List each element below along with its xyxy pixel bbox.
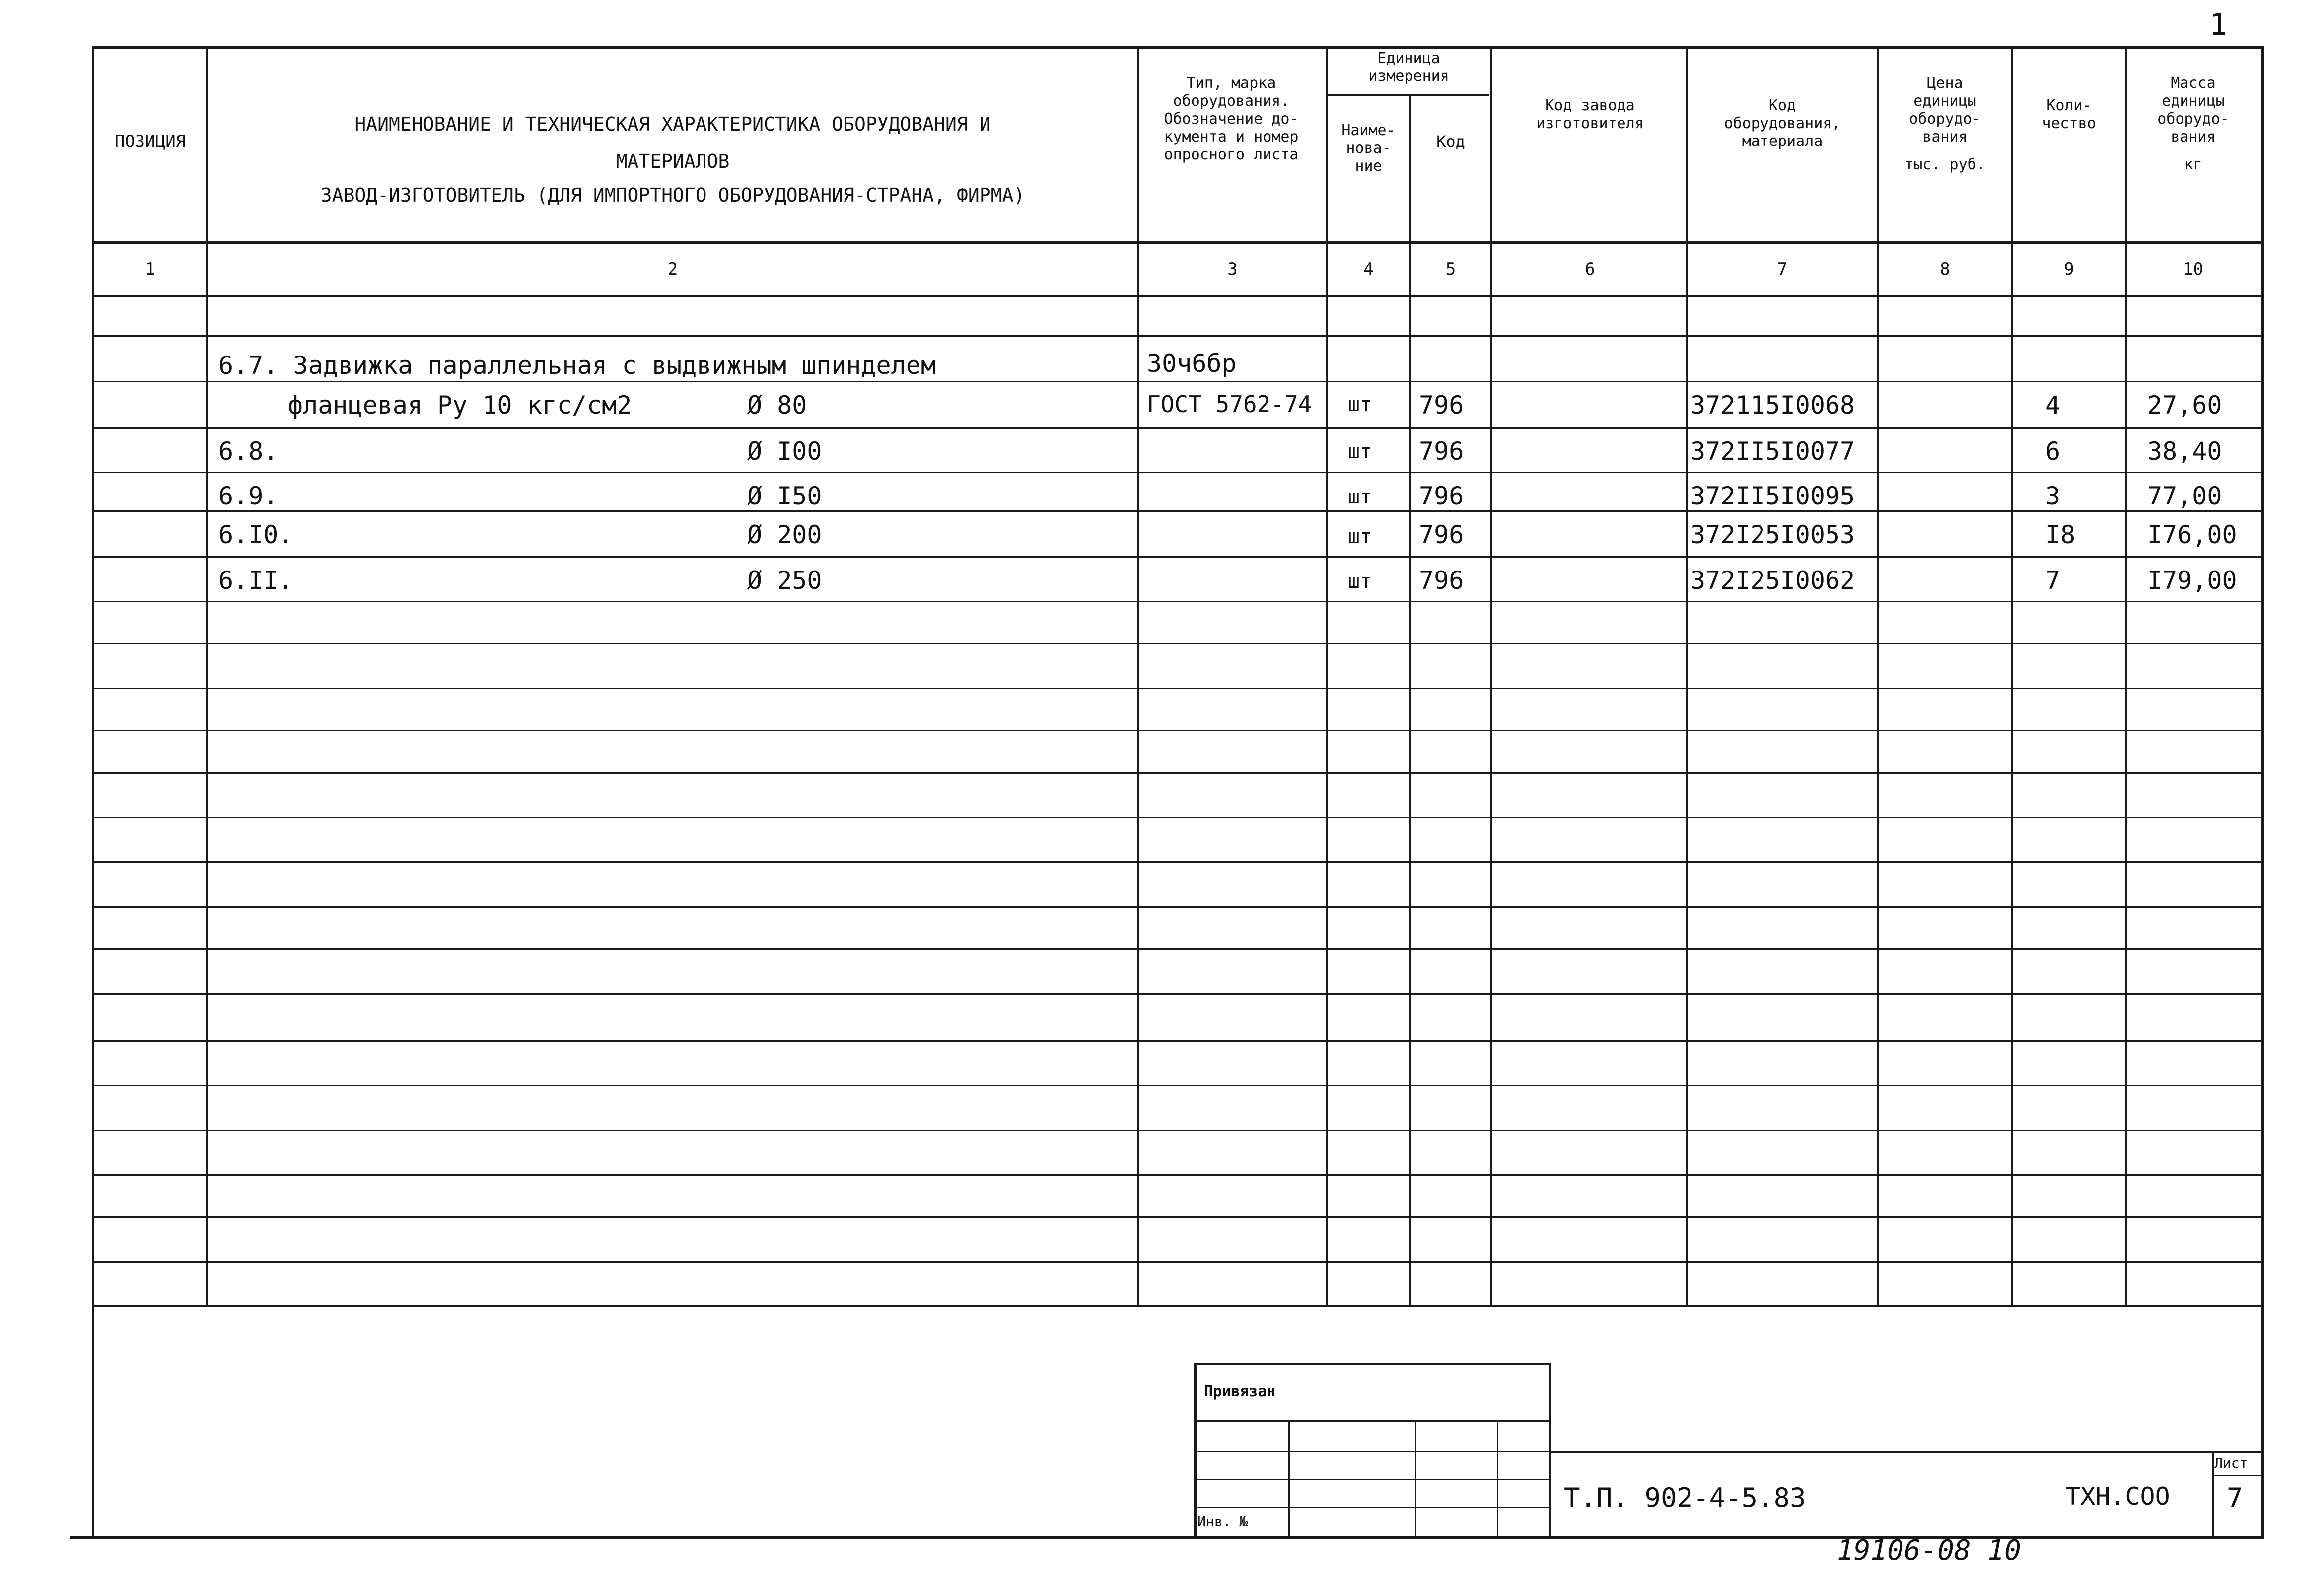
row-name: 6.8.: [218, 437, 279, 466]
header-mass-line: кг: [2184, 156, 2202, 173]
row-equipment-code: 372II5I0077: [1690, 437, 1855, 466]
header-type-line: Тип, марка: [1186, 74, 1276, 92]
header-equipment-code: [1688, 97, 1877, 150]
header-unit-group-line: измерения: [1368, 68, 1449, 85]
header-unit-name: [1328, 122, 1409, 175]
tb-stamp-div: [1288, 1420, 1290, 1537]
header-unit-code: Код: [1436, 132, 1465, 151]
row-quantity: 4: [2045, 391, 2061, 420]
row-name: 6.I0.: [218, 520, 293, 549]
row-quantity: 3: [2045, 482, 2061, 510]
row-name: фланцевая Ру 10 кгс/см2: [288, 391, 632, 420]
header-mass-line: оборудо-: [2157, 110, 2229, 128]
table-row-line: [92, 1040, 2264, 1042]
header-equipment-code-line: материала: [1742, 133, 1823, 150]
header-name-line1: НАИМЕНОВАНИЕ И ТЕХНИЧЕСКАЯ ХАРАКТЕРИСТИКА ОБОРУДОВАНИЯ И: [354, 113, 991, 135]
table-row-line: [92, 427, 2264, 429]
row-mass: I79,00: [2147, 566, 2237, 595]
table-row-line: [92, 948, 2264, 950]
row-quantity: 7: [2045, 566, 2061, 595]
row-quantity: I8: [2045, 520, 2076, 549]
header-mass-line: Масса: [2171, 74, 2216, 92]
tb-sheet-number: 7: [2227, 1482, 2243, 1513]
row-name: 6.7. Задвижка параллельная с выдвижным шпинделем: [218, 351, 936, 380]
column-number: 2: [667, 259, 678, 279]
tb-stamp-top: [1194, 1363, 1551, 1365]
header-type-line: оборудования.: [1173, 92, 1290, 110]
row-type: 30ч6бр: [1147, 349, 1237, 378]
row-mass: 27,60: [2147, 391, 2222, 420]
row-dn: Ø 200: [747, 520, 822, 549]
table-column-line: [1686, 46, 1688, 1306]
header-factory-code-line: Код завода: [1545, 97, 1635, 114]
row-dn: Ø 80: [747, 391, 807, 420]
header-position: ПОЗИЦИЯ: [114, 132, 186, 151]
header-price-line: вания: [1922, 128, 1968, 145]
header-factory-code-line: изготовителя: [1536, 115, 1644, 132]
table-row-line: [92, 556, 2264, 558]
frame-top-line: [92, 46, 2264, 49]
row-code: 796: [1419, 391, 1464, 420]
row-mass: I76,00: [2147, 520, 2237, 549]
row-unit: шт: [1348, 525, 1372, 548]
header-unit-name-line: нова-: [1346, 140, 1391, 157]
row-quantity: 6: [2045, 437, 2061, 466]
header-equipment-code-line: Код: [1768, 97, 1796, 114]
header-unit-group: [1328, 50, 1489, 85]
header-price-line: тыс. руб.: [1904, 156, 1985, 173]
table-column-line: [2011, 46, 2013, 1306]
row-dn: Ø I00: [747, 437, 822, 466]
table-bottom-line: [92, 1305, 2264, 1307]
row-type: ГОСТ 5762-74: [1147, 391, 1312, 418]
header-unit-group-line: Единица: [1377, 50, 1440, 67]
column-number: 9: [2064, 259, 2074, 279]
table-row-line: [92, 688, 2264, 689]
header-unit-name-line: Наиме-: [1341, 122, 1396, 139]
tb-stamp-div: [1497, 1420, 1498, 1537]
table-row-line: [92, 906, 2264, 908]
column-number: 3: [1227, 259, 1238, 279]
row-name: 6.II.: [218, 566, 293, 595]
row-dn: Ø I50: [747, 482, 822, 510]
tb-stamp-div: [1415, 1420, 1416, 1537]
tb-stamp-right: [1549, 1363, 1551, 1537]
header-type-line: опросного листа: [1164, 146, 1299, 163]
header-equipment-code-line: оборудования,: [1724, 115, 1841, 132]
row-equipment-code: 372I25I0062: [1690, 566, 1855, 595]
table-column-line: [206, 46, 208, 1306]
tb-stamp-left: [1194, 1363, 1197, 1537]
header-price-line: Цена: [1927, 74, 1963, 92]
header-unit-name-line: ние: [1355, 157, 1382, 175]
frame-right-line: [2261, 46, 2264, 1537]
row-mass: 77,00: [2147, 482, 2222, 510]
table-row-line: [92, 510, 2264, 512]
row-equipment-code: 372115I0068: [1690, 391, 1855, 420]
table-row-line: [92, 472, 2264, 473]
header-bottom-line: [92, 241, 2264, 244]
header-mass-line: единицы: [2162, 92, 2225, 110]
table-row-line: [92, 1130, 2264, 1131]
row-code: 796: [1419, 437, 1464, 466]
header-name-line2: МАТЕРИАЛОВ: [616, 150, 730, 172]
table-row-line: [92, 730, 2264, 731]
header-type-line: кумента и номер: [1164, 128, 1299, 145]
row-code: 796: [1419, 520, 1464, 549]
column-number: 5: [1445, 259, 1456, 279]
table-row-line: [92, 772, 2264, 774]
row-mass: 38,40: [2147, 437, 2222, 466]
row-name: 6.9.: [218, 482, 279, 510]
table-row-line: [92, 643, 2264, 644]
tb-inv-label: Инв. №: [1197, 1513, 1248, 1530]
row-unit: шт: [1348, 486, 1372, 508]
table-column-line: [1326, 46, 1328, 1306]
table-row-line: [92, 817, 2264, 818]
table-row-line: [92, 335, 2264, 337]
header-price-line: единицы: [1913, 92, 1976, 110]
row-code: 796: [1419, 482, 1464, 510]
table-column-line: [1877, 46, 1879, 1306]
column-number: 6: [1585, 259, 1595, 279]
tb-doc-code: ТХН.СОО: [2065, 1482, 2170, 1511]
header-quantity-line: Коли-: [2046, 97, 2092, 114]
row-dn: Ø 250: [747, 566, 822, 595]
header-quantity-line: чество: [2042, 115, 2096, 132]
tb-privyazan-label: Привязан: [1204, 1383, 1276, 1400]
column-number: 4: [1363, 259, 1374, 279]
row-unit: шт: [1348, 440, 1372, 463]
column-number: 10: [2183, 259, 2203, 279]
column-number: 1: [145, 259, 155, 279]
header-quantity: [2013, 97, 2125, 133]
header-price-line: оборудо-: [1909, 110, 1981, 128]
colnum-bottom-line: [92, 295, 2264, 297]
archive-number: 19106-08 10: [1837, 1534, 2021, 1567]
table-column-line: [1137, 46, 1139, 1306]
header-mass: [2127, 74, 2259, 174]
table-row-line: [92, 381, 2264, 382]
tb-sheet-divider: [2212, 1475, 2264, 1476]
tb-main-top: [1549, 1451, 2264, 1453]
row-unit: шт: [1348, 570, 1372, 593]
table-row-line: [92, 861, 2264, 863]
table-row-line: [92, 601, 2264, 602]
header-type-line: Обозначение до-: [1164, 110, 1299, 128]
table-column-line: [1490, 46, 1492, 1306]
tb-sheet-left: [2212, 1451, 2214, 1538]
row-unit: шт: [1348, 393, 1372, 416]
tb-sheet-label: Лист: [2214, 1455, 2248, 1471]
header-type: [1137, 74, 1326, 164]
corner-mark: 1: [2209, 7, 2228, 42]
table-row-line: [92, 1216, 2264, 1218]
column-number: 8: [1940, 259, 1950, 279]
row-code: 796: [1419, 566, 1464, 595]
table-row-line: [92, 993, 2264, 995]
tb-project-ref: Т.П. 902-4-5.83: [1564, 1482, 1806, 1513]
column-number: 7: [1777, 259, 1788, 279]
row-equipment-code: 372I25I0053: [1690, 520, 1855, 549]
table-row-line: [92, 1174, 2264, 1176]
table-column-line: [2125, 46, 2127, 1306]
header-name-line3: ЗАВОД-ИЗГОТОВИТЕЛЬ (ДЛЯ ИМПОРТНОГО ОБОРУДОВАНИЯ-СТРАНА, ФИРМА): [320, 184, 1025, 206]
header-price: [1879, 74, 2011, 174]
table-row-line: [92, 1261, 2264, 1263]
header-factory-code: [1494, 97, 1686, 133]
table-row-line: [92, 1085, 2264, 1086]
unit-group-divider: [1326, 94, 1489, 96]
header-mass-line: вания: [2171, 128, 2216, 145]
row-equipment-code: 372II5I0095: [1690, 482, 1855, 510]
